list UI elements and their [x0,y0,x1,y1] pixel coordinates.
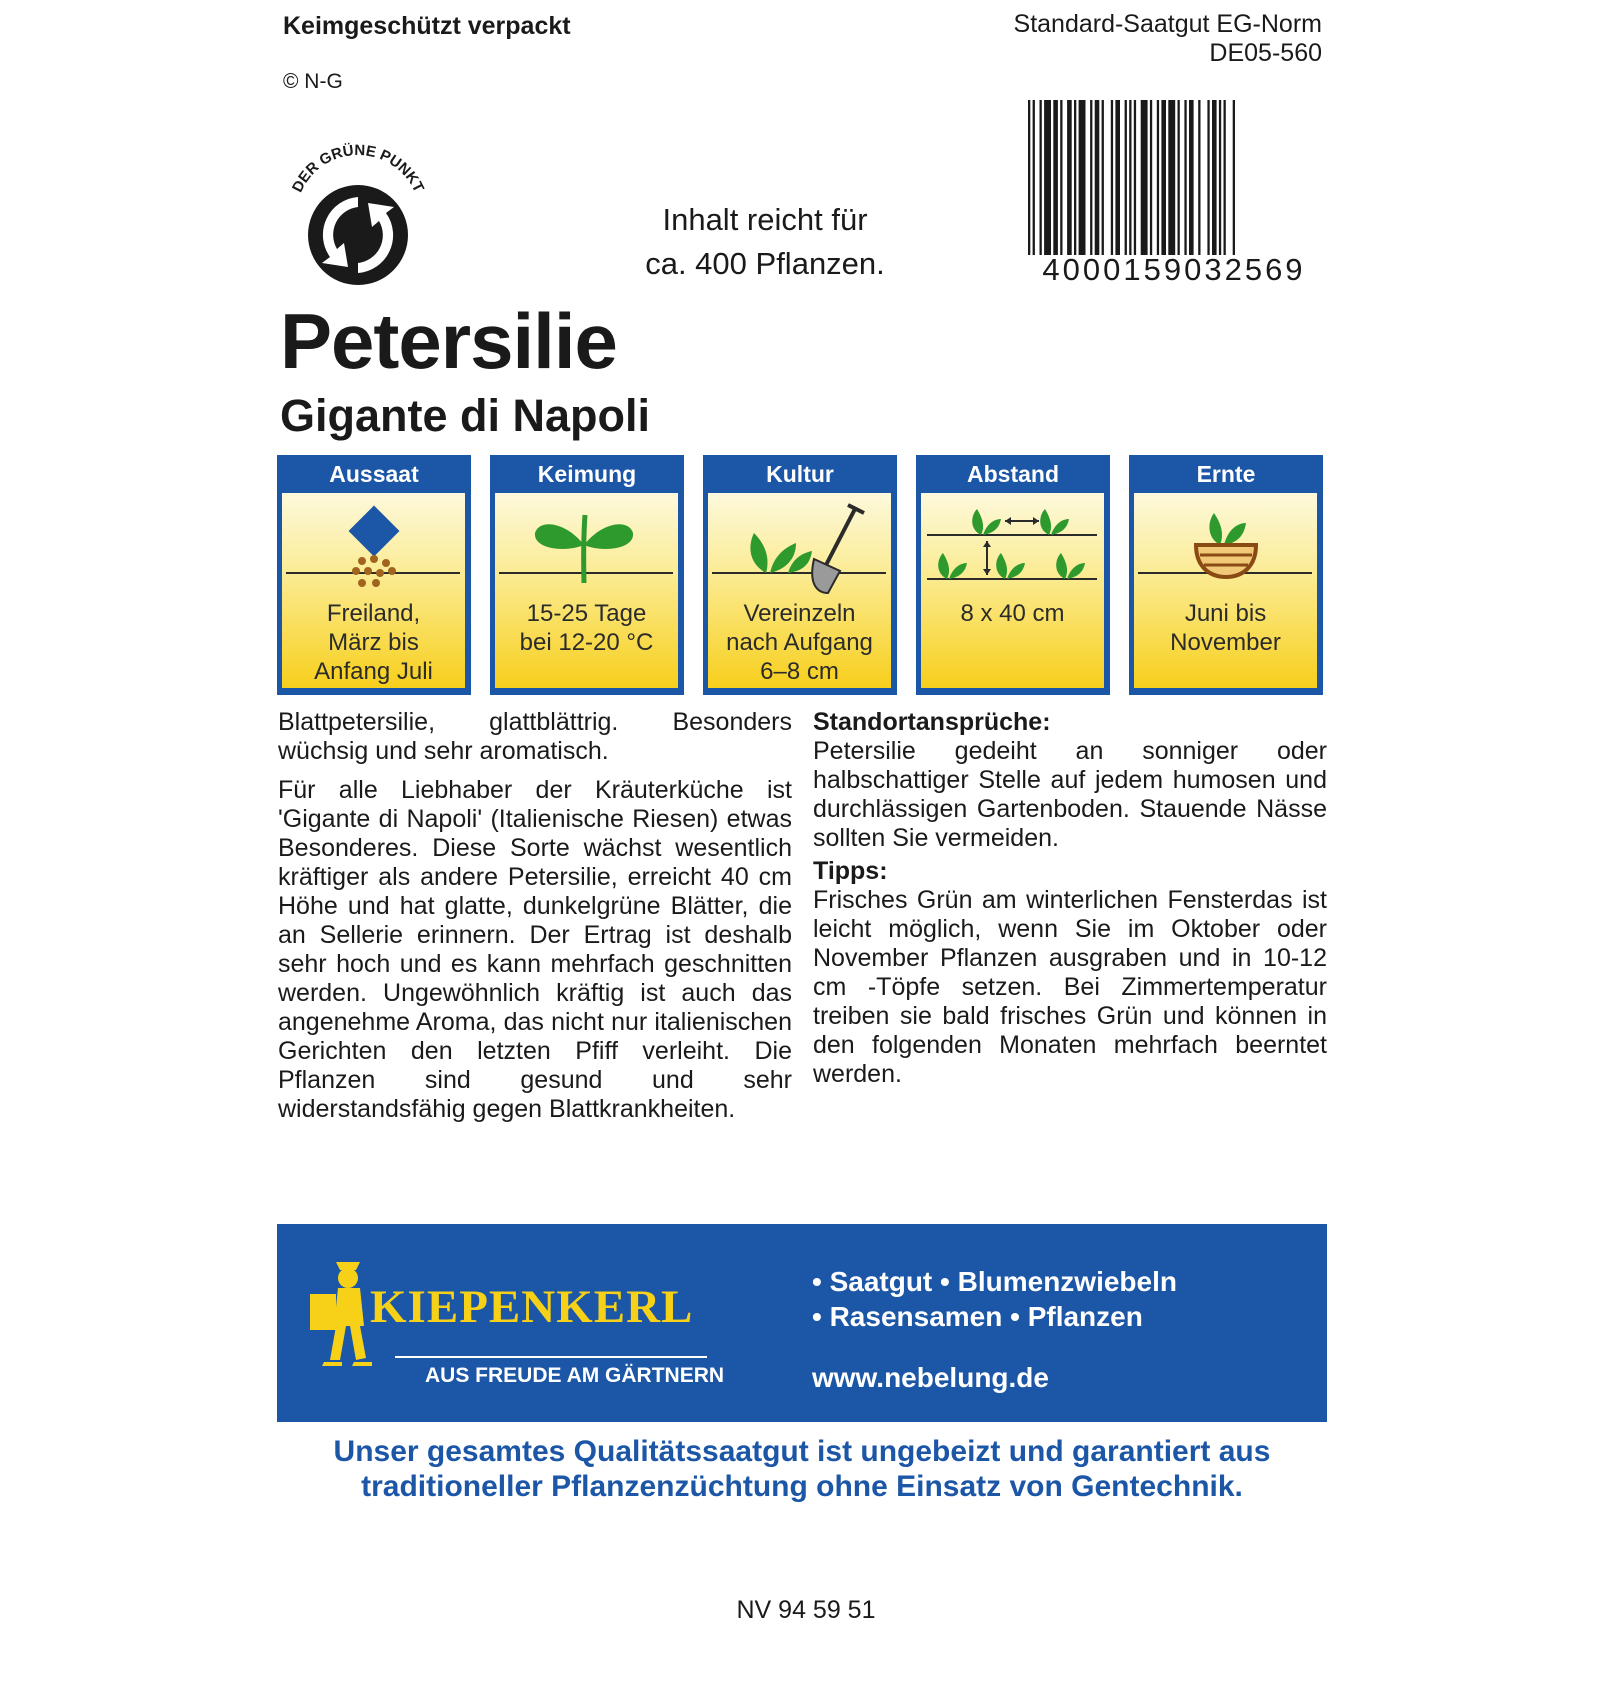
spade-icon [708,493,890,603]
barcode-bar [1178,100,1180,255]
info-box-aussaat [277,455,471,695]
description-intro: Blattpetersilie, glattblättrig. Besonders wüchsig und sehr aromatisch. [278,708,792,765]
content-note [600,198,930,286]
barcode-bar [1053,100,1058,255]
seedling-icon [495,493,677,603]
care-column [813,708,1327,1093]
barcode-bar [1161,100,1166,255]
info-box-label: Aussaat [329,461,419,487]
copyright: © N-G [283,70,343,93]
info-line: Anfang Juli [314,658,433,685]
quality-line-1: Unser gesamtes Qualitätssaatgut ist ungebeizt und garantiert aus [333,1435,1271,1468]
sowing-icon [282,493,464,603]
harvest-bowl-icon [1134,493,1316,603]
info-box-kultur [703,455,897,695]
info-box-text [1134,599,1317,657]
website-link[interactable]: www.nebelung.de [812,1362,1049,1393]
info-line: Freiland, [326,600,421,627]
barcode-bar [1168,100,1175,255]
barcode-bar [1141,100,1148,255]
tipps-text: Frisches Grün am winterlichen Fensterdas ist leicht möglich, wenn Sie im Oktober oder November Pflanzen ausgraben und in 10-12 cm -Töpfe setzen. Bei Zimmertemperatur treiben sie bald frisches Grün und können in den folgenden Monaten mehrfach beerntet werden. [813,886,1327,1088]
quality-statement [277,1434,1327,1504]
gruener-punkt-logo [278,135,438,295]
barcode-bar [1233,100,1235,255]
info-line: 15-25 Tage [526,600,647,627]
description-body: Für alle Liebhaber der Kräuterküche ist 'Gigante di Napoli' (Italienische Riesen) etwas Besonderes. Diese Sorte wächst wesentlich kräftiger als andere Petersilie, erreicht 40 cm Höhe und hat glatte, dunkelgrüne Blätter, die an Sellerie erinnern. Der Ertrag ist deshalb sehr hoch und es kann mehrfach geschnitten werden. Ungewöhnlich kräftig ist auch das angenehme Aroma, das nicht nur italienischen Gerichten den letzten Pfiff verleiht. Die Pflanzen sind gesund und sehr widerstandsfähig gegen Blattkrankheiten. [278,776,792,1123]
barcode-bar [1198,100,1200,255]
brand-tagline: AUS FREUDE AM GÄRTNERN [425,1364,725,1387]
barcode-bar [1184,100,1186,255]
barcode-bar [1134,100,1136,255]
kiepenkerl-figure-icon [306,1258,376,1368]
info-box-abstand [916,455,1110,695]
info-box-text [282,599,465,686]
barcode-bar [1060,100,1062,255]
barcode-bar [1224,100,1226,255]
info-box-label: Kultur [766,461,834,487]
standort-text: Petersilie gedeiht an sonniger oder halbschattiger Stelle auf jedem humosen und durchlässigen Gartenboden. Stauende Nässe sollten Sie vermeiden. [813,737,1327,852]
quality-line-2: traditioneller Pflanzenzüchtung ohne Einsatz von Gentechnik. [361,1470,1243,1503]
features-line-1: • Saatgut • Blumenzwiebeln [812,1266,1177,1297]
brand-name: KIEPENKERL [370,1281,694,1333]
info-box-text [495,599,678,657]
content-line-2: ca. 400 Pflanzen. [645,246,885,281]
brand-divider [395,1356,707,1358]
info-box-label: Keimung [537,461,637,487]
standort-heading: Standortansprüche: [813,708,1051,736]
product-name: Petersilie [280,297,617,385]
description-column [278,708,792,1134]
barcode-bar [1129,100,1131,255]
barcode-bar [1115,100,1120,255]
info-box-keimung [490,455,684,695]
info-line: März bis [328,629,419,656]
info-line: bei 12-20 °C [519,629,654,656]
info-line: Juni bis [1184,600,1267,627]
barcode-bar [1079,100,1086,255]
barcode-bar [1040,100,1042,255]
article-number: NV 94 59 51 [736,1596,876,1624]
barcode-bar [1102,100,1104,255]
barcode-bar [1074,100,1076,255]
standard-line-1: Standard-Saatgut EG-Norm [1013,10,1322,38]
barcode-bar [1111,100,1113,255]
packed-note: Keimgeschützt verpackt [283,12,571,40]
info-line: 6–8 cm [760,658,839,685]
barcode-bar [1028,100,1030,255]
tipps-heading: Tipps: [813,857,888,885]
barcode-bar [1189,100,1194,255]
info-box-label: Abstand [967,461,1059,487]
barcode [1010,100,1330,290]
barcode-bar [1095,100,1100,255]
info-line: nach Aufgang [726,629,873,656]
barcode-bar [1157,100,1159,255]
info-box-text [708,599,891,686]
barcode-bar [1067,100,1072,255]
spacing-icon [921,493,1103,603]
info-line: November [1170,629,1281,656]
info-box-text [921,599,1104,628]
barcode-bar [1207,100,1209,255]
gruener-punkt-arc-text: DER GRÜNE PUNKT [288,141,428,196]
barcode-bar [1219,100,1221,255]
barcode-bar [1125,100,1127,255]
info-box-ernte [1129,455,1323,695]
barcode-bar [1150,100,1152,255]
barcode-number: 4000159032569 [1042,252,1306,287]
barcode-bar [1090,100,1092,255]
features-line-2: • Rasensamen • Pflanzen [812,1301,1143,1332]
info-line: Vereinzeln [743,600,856,627]
info-box-label: Ernte [1196,461,1256,487]
standard-seed-label [1014,10,1322,68]
barcode-bar [1212,100,1217,255]
barcode-bar [1044,100,1051,255]
info-line: 8 x 40 cm [960,600,1065,627]
product-variety: Gigante di Napoli [280,390,651,441]
barcode-bar [1033,100,1035,255]
standard-line-2: DE05-560 [1209,39,1322,67]
content-line-1: Inhalt reicht für [662,202,868,237]
